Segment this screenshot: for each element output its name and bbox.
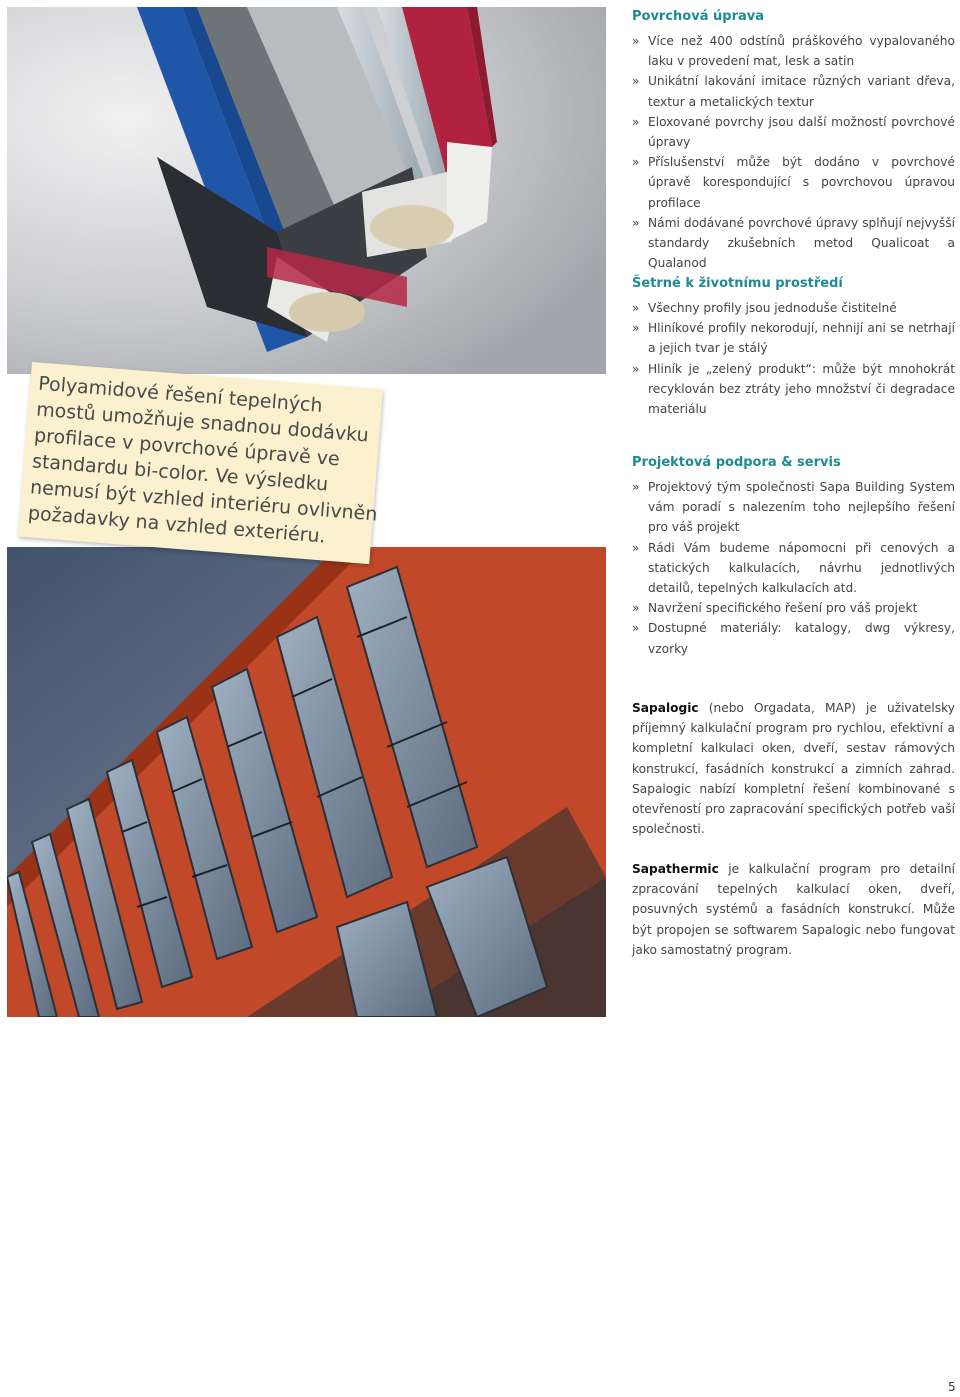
section-title-support: Projektová podpora & servis (632, 455, 841, 470)
bullet-mark: » (632, 155, 640, 170)
sapalogic-text: (nebo Orgadata, MAP) je uživatelsky příjemný kalkulační program pro rychlou, efektivní a kompletní kalkulaci oken, dveří, sestav rámových konstrukcí, fasádních konstrukcí a zimních zahrad. Sapalogic nabízí kompletní řešení kombinované s otevřeností pro zapracování specifických potřeb vaší společnosti. (632, 701, 955, 837)
callout-note (18, 362, 383, 564)
sapalogic-name: Sapalogic (632, 701, 699, 715)
list-environment (632, 298, 955, 419)
list-item (632, 112, 955, 152)
bullet-mark: » (632, 621, 640, 636)
list-item-text: Dostupné materiály: katalogy, dwg výkresy, vzorky (648, 621, 955, 656)
bullet-mark: » (632, 321, 640, 336)
list-item-text: Eloxované povrchy jsou další možností povrchové úpravy (648, 114, 955, 150)
sapathermic-text: je kalkulační program pro detailní zpracování tepelných kalkulací oken, dveří, posuvných systémů a fasádních konstrukcí. Může být propojen se softwarem Sapalogic nebo fungovat jako samostatný program. (632, 862, 955, 957)
facade-illustration (7, 547, 606, 1017)
sapathermic-name: Sapathermic (632, 862, 719, 876)
bullet-mark: » (632, 480, 640, 494)
list-item (632, 477, 955, 538)
list-item (632, 598, 955, 618)
list-item-text: Projektový tým společnosti Sapa Building System vám poradí s nalezením toho nejlepšího řešení pro váš projekt (648, 480, 955, 535)
profile-cutaway-image (7, 7, 606, 374)
sapathermic-paragraph (632, 859, 955, 960)
list-item (632, 359, 955, 420)
bullet-mark: » (632, 540, 640, 555)
list-item-text: Hliník je „zelený produkt“: může být mnohokrát recyklován bez ztráty jeho množství či degradace materiálu (648, 361, 955, 417)
bullet-mark: » (632, 301, 640, 315)
list-item-text: Navržení specifického řešení pro váš projekt (648, 601, 918, 616)
list-surface (632, 31, 955, 273)
list-item-text: Více než 400 odstínů práškového vypalovaného laku v provedení mat, lesk a satin (648, 34, 955, 69)
section-title-environment: Šetrné k životnímu prostředí (632, 276, 843, 291)
list-item (632, 538, 955, 599)
list-item-text: Unikátní lakování imitace různých variant dřeva, textur a metalických textur (648, 74, 955, 109)
list-item (632, 31, 955, 71)
list-support (632, 477, 955, 659)
list-item (632, 71, 955, 111)
list-item (632, 298, 955, 318)
profile-cutaway-illustration (7, 7, 606, 374)
callout-note-text: Polyamidové řešení tepelných mostů umožňuje snadnou dodávku profilace v povrchové úpravě ve standardu bi-color. Ve výsledku nemusí být vzhled interiéru ovlivněn požadavky na vzhled exteriéru. (27, 372, 379, 548)
list-item (632, 213, 955, 274)
list-item-text: Příslušenství může být dodáno v povrchové úpravě korespondující s povrchovou úpravou profilace (648, 155, 955, 210)
list-item-text: Rádi Vám budeme nápomocni při cenových a statických kalkulacích, návrhu jednotlivých detailů, tepelných kalkulacích atd. (648, 540, 955, 596)
bullet-mark: » (632, 601, 640, 616)
list-item-text: Hliníkové profily nekorodují, nehnijí ani se netrhají a jejich tvar je stálý (648, 321, 955, 356)
bullet-mark: » (632, 215, 640, 230)
bullet-mark: » (632, 34, 640, 48)
brick-facade-image (7, 547, 606, 1017)
bullet-mark: » (632, 74, 640, 89)
insulation-foam (370, 205, 454, 249)
list-item (632, 618, 955, 658)
bullet-mark: » (632, 361, 640, 376)
list-item (632, 152, 955, 213)
list-item (632, 318, 955, 358)
bullet-mark: » (632, 114, 640, 129)
list-item-text: Námi dodávané povrchové úpravy splňují nejvyšší standardy zkušebních metod Qualicoat a Qualanod (648, 215, 955, 271)
page-number: 5 (948, 1380, 956, 1394)
section-title-surface: Povrchová úprava (632, 9, 764, 24)
sapalogic-paragraph (632, 698, 955, 839)
list-item-text: Všechny profily jsou jednoduše čistitelné (648, 301, 897, 315)
